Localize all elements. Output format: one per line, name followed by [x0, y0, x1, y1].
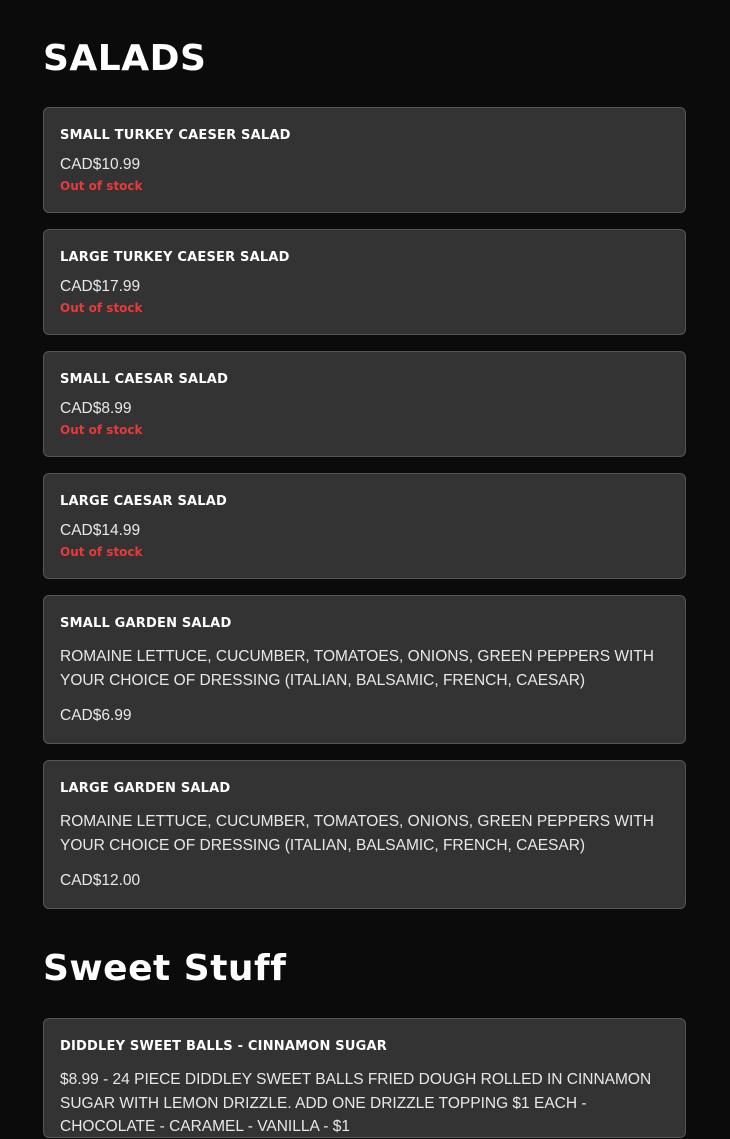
- item-description: $8.99 - 24 PIECE DIDDLEY SWEET BALLS FRIED DOUGH ROLLED IN CINNAMON SUGAR WITH LEMON DRIZZLE. ADD ONE DRIZZLE TOPPING $1 EACH - CHOCOLATE - CARAMEL - VANILLA - $1: [60, 1071, 652, 1135]
- out-of-stock-label: Out of stock: [60, 423, 143, 437]
- menu-item-card[interactable]: [43, 107, 686, 213]
- item-price: CAD$12.00: [60, 872, 141, 889]
- item-name: LARGE GARDEN SALAD: [60, 781, 231, 796]
- menu-item-card[interactable]: [43, 595, 686, 744]
- item-name: SMALL CAESAR SALAD: [60, 372, 229, 387]
- out-of-stock-label: Out of stock: [60, 179, 143, 193]
- section-title-sweet-stuff: Sweet Stuff: [43, 948, 287, 989]
- item-price: CAD$8.99: [60, 400, 132, 417]
- item-price: CAD$17.99: [60, 278, 141, 295]
- item-name: LARGE TURKEY CAESER SALAD: [60, 250, 290, 265]
- item-price: CAD$10.99: [60, 156, 141, 173]
- item-price: CAD$6.99: [60, 707, 132, 724]
- item-price: CAD$14.99: [60, 522, 141, 539]
- item-name: DIDDLEY SWEET BALLS - CINNAMON SUGAR: [60, 1039, 387, 1054]
- menu-item-card[interactable]: [43, 229, 686, 335]
- out-of-stock-label: Out of stock: [60, 545, 143, 559]
- menu-item-card[interactable]: [43, 351, 686, 457]
- item-description: ROMAINE LETTUCE, CUCUMBER, TOMATOES, ONIONS, GREEN PEPPERS WITH YOUR CHOICE OF DRESSING (ITALIAN, BALSAMIC, FRENCH, CAESAR): [60, 648, 654, 689]
- item-name: LARGE CAESAR SALAD: [60, 494, 228, 509]
- section-title-salads: SALADS: [43, 38, 207, 79]
- item-name: SMALL TURKEY CAESER SALAD: [60, 128, 291, 143]
- menu-item-card[interactable]: [43, 473, 686, 579]
- menu-item-card[interactable]: [43, 1018, 686, 1138]
- item-name: SMALL GARDEN SALAD: [60, 616, 232, 631]
- out-of-stock-label: Out of stock: [60, 301, 143, 315]
- item-description: ROMAINE LETTUCE, CUCUMBER, TOMATOES, ONIONS, GREEN PEPPERS WITH YOUR CHOICE OF DRESSING (ITALIAN, BALSAMIC, FRENCH, CAESAR): [60, 813, 654, 854]
- menu-item-card[interactable]: [43, 760, 686, 909]
